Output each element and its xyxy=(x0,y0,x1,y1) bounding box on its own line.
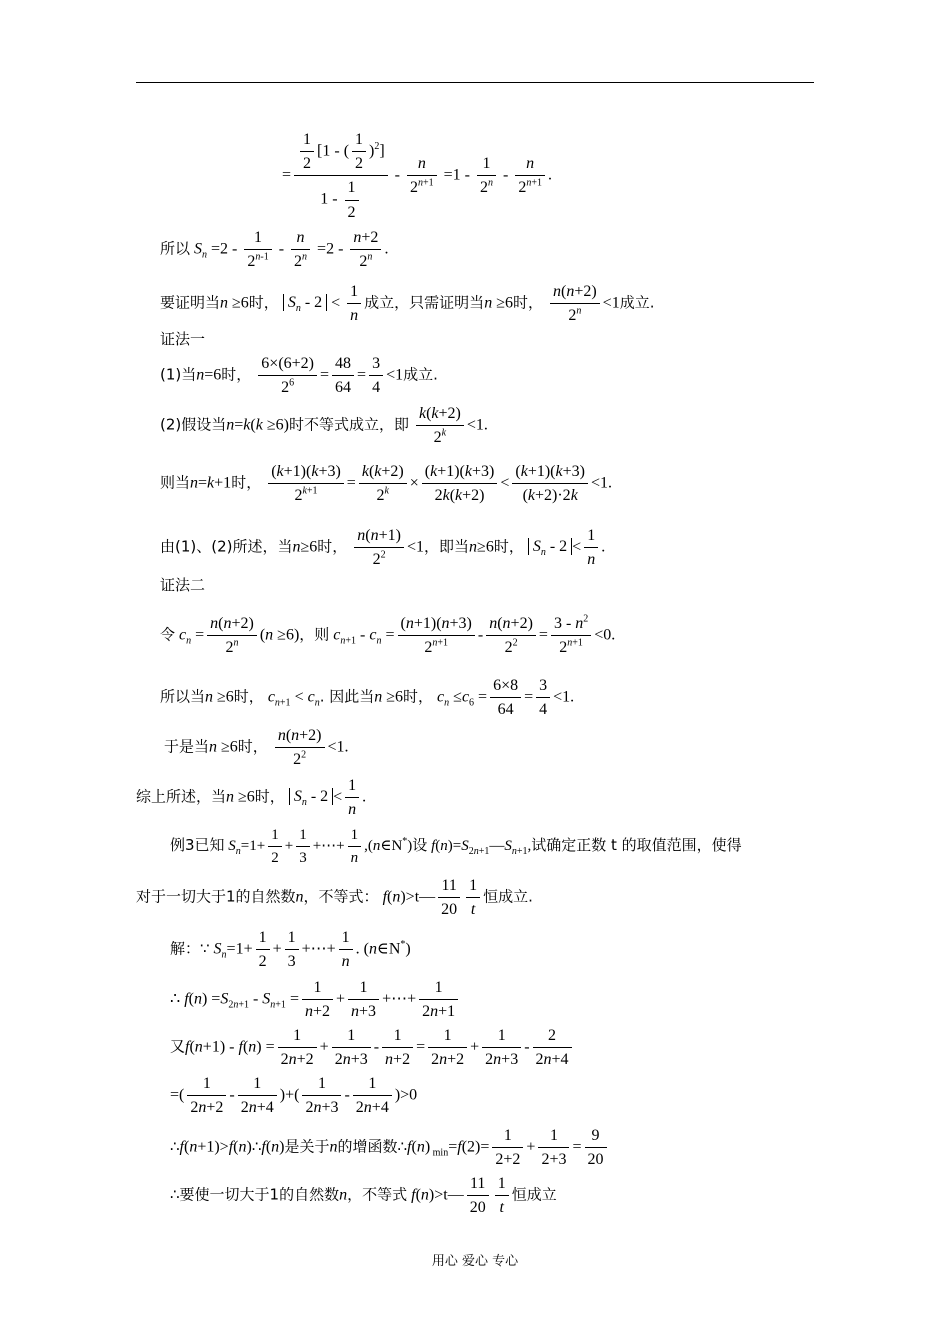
text: 成立，只需证明当 xyxy=(364,293,485,312)
text: (2)假设当 xyxy=(160,415,227,434)
eq-line-20: ∴f(n+1)>f(n)∴f(n)是关于n的增函数∴f(n) $_{min}$=f(2)= $\frac{1}{2+2}$ + $\frac{1}{2+3}$ = $\frac{9}{20}$ xyxy=(170,1126,610,1169)
eq-line-13: 综上所述，当n ≥6时， $S_n - 2$ < $\frac{1}{n}$ . xyxy=(136,777,367,819)
text: 是关于 xyxy=(284,1137,330,1156)
text: ∴要使一切大于1的自然数 xyxy=(170,1185,340,1204)
text: 试确定正数 t 的取值范围，使得 xyxy=(531,835,742,854)
text: 例3已知 xyxy=(170,835,225,854)
text: 时， xyxy=(221,365,252,384)
eq-line-15: 对于一切大于1的自然数n，不等式： f(n)>t— $\frac{11}{20}$ $\frac{1}{t}$ 恒成立. xyxy=(136,877,533,919)
text: 解：∵ xyxy=(170,939,210,958)
page-footer: 用心 爱心 专心 xyxy=(431,1254,519,1269)
text: 要证明当 xyxy=(160,293,221,312)
text: 时， xyxy=(248,293,279,312)
text: ，不等式： xyxy=(303,887,379,906)
eq-line-7: 则当n=k+1时， $\frac{(k+1)(k+3)}{2^{k+1}}$ = $\frac{k(k+2)}{2^k}$ × $\frac{(k+1)(k+3)}{2k(k+2)}$ < $\frac{(k+1)(k+3)}{(k+2)\cdot 2k}$ <1. xyxy=(160,463,613,505)
text: ∴ xyxy=(251,1137,262,1156)
eq-line-12: 于是当n ≥6时， $\frac{n(n+2)}{2^2}$ <1. xyxy=(164,727,349,769)
text: 设 xyxy=(412,835,428,854)
eq-line-21: ∴要使一切大于1的自然数n，不等式 f(n)>t— $\frac{11}{20}$ $\frac{1}{t}$ 恒成立 xyxy=(170,1175,557,1217)
eq-line-8: 由(1)、(2)所述，当n≥6时， $\frac{n(n+1)}{2^2}$ <1，即当n≥6时， $S_n - 2$ < $\frac{1}{n}$ . xyxy=(160,527,606,569)
eq-line-16: 解：∵ $S_n=1+$ $\frac{1}{2}$ + $\frac{1}{3}$ +⋯+ $\frac{1}{n}$ . (n∈N*) xyxy=(170,929,411,971)
heading-proof-1: 证法一 xyxy=(160,330,206,348)
text: ，即当 xyxy=(424,537,470,556)
text: ∴ xyxy=(170,1137,180,1156)
text: 于是当 xyxy=(164,737,210,756)
text: 时， xyxy=(254,787,285,806)
text: 时， xyxy=(317,537,348,556)
eq-line-3: 要证明当n ≥6时， $S_n - 2$ < $\frac{1}{n}$ 成立，只需证明当n ≥6时， $\frac{n(n+2)}{2^n}$ <1成立. xyxy=(160,283,655,325)
text: 恒成立 xyxy=(511,1185,557,1204)
header-rule xyxy=(136,82,814,83)
eq-line-14: 例3已知 $S_n=1+$ $\frac{1}{2}$ + $\frac{1}{3}$ +⋯+ $\frac{1}{n}$ ,(n∈N*)设 $f(n)=S_{2n+1}—S_{n+1}$,试确定正数 t 的取值范围，使得 xyxy=(170,827,742,866)
text: 成立. xyxy=(619,293,655,312)
text: 时， xyxy=(231,473,262,492)
eq-line-11: 所以当n ≥6时， $c_{n+1} < c_n$. 因此当n ≥6时， $c_n \le c_6$ = $\frac{6\times 8}{64}$ = $\frac{3}{4}$ <1. xyxy=(160,677,575,719)
eq-line-2: 所以 $S_n =2$ - $\frac{1}{2^{n-1}}$ - $\frac{n}{2^n}$ =2 - $\frac{n+2}{2^n}$ . xyxy=(160,229,389,271)
text: 时， xyxy=(403,687,434,706)
text: 所以当 xyxy=(160,687,206,706)
text: 综上所述，当 xyxy=(136,787,227,806)
text: ，则 xyxy=(299,625,330,644)
text: 由(1)、(2)所述，当 xyxy=(160,537,293,556)
text: . 因此当 xyxy=(319,687,375,706)
eq-line-19: =( $\frac{1}{2n+2}$ - $\frac{1}{2n+4}$ )+( $\frac{1}{2n+3}$ - $\frac{1}{2n+4}$ )>0 xyxy=(170,1075,418,1117)
text: 成立. xyxy=(403,365,438,384)
text-so: 所以 xyxy=(160,239,191,258)
eq-line-6: (2)假设当n=k(k ≥6)时不等式成立，即 $\frac{k(k+2)}{2^k}$ <1. xyxy=(160,405,488,447)
text: 恒成立. xyxy=(483,887,533,906)
text: 时， xyxy=(237,737,268,756)
text: (1)当 xyxy=(160,365,197,384)
eq-line-5: (1)当n=6时， $\frac{6\times(6+2)}{2^6}$ = $\frac{48}{64}$ = $\frac{3}{4}$ <1成立. xyxy=(160,355,438,397)
text: 时， xyxy=(233,687,264,706)
text: 则当 xyxy=(160,473,191,492)
text: 时不等式成立，即 xyxy=(288,415,409,434)
text: 又 xyxy=(170,1037,186,1056)
text: 时， xyxy=(512,293,543,312)
text: 对于一切大于1的自然数 xyxy=(136,887,296,906)
eq-line-10: 令 $c_n$ = $\frac{n(n+2)}{2^n}$ (n ≥6)，则 $c_{n+1} - c_n$ = $\frac{(n+1)(n+3)}{2^{n+1}}$ - $\frac{n(n+2)}{2^2}$ = $\frac{3 - n^2}{2^{n+1}}$ <0. xyxy=(160,613,616,657)
text: 令 xyxy=(160,625,176,644)
text: 的增函数∴ xyxy=(337,1137,408,1156)
eq-line-1: = $\frac{1}{2}$ [1 - ( $\frac{1}{2}$ )$^2$] 1 - $\frac{1}{2}$ - $\frac{n}{2^{n+1}}$ =1 - $\frac{1}{2^n}$ - $\frac{n}{2^{n+1}}$ . xyxy=(282,131,552,221)
text: 时， xyxy=(493,537,524,556)
eq-line-17: ∴ $f(n) =S_{2n+1} - S_{n+1}$ = $\frac{1}{n+2}$ + $\frac{1}{n+3}$ +⋯+ $\frac{1}{2n+1}$ xyxy=(170,978,461,1021)
eq-line-18: 又f(n+1) - f(n) = $\frac{1}{2n+2}$ + $\frac{1}{2n+3}$ - $\frac{1}{n+2}$ = $\frac{1}{2n+2}$ + $\frac{1}{2n+3}$ - $\frac{2}{2n+4}$ xyxy=(170,1026,575,1069)
heading-proof-2: 证法二 xyxy=(160,576,206,594)
text: ，不等式 xyxy=(347,1185,408,1204)
